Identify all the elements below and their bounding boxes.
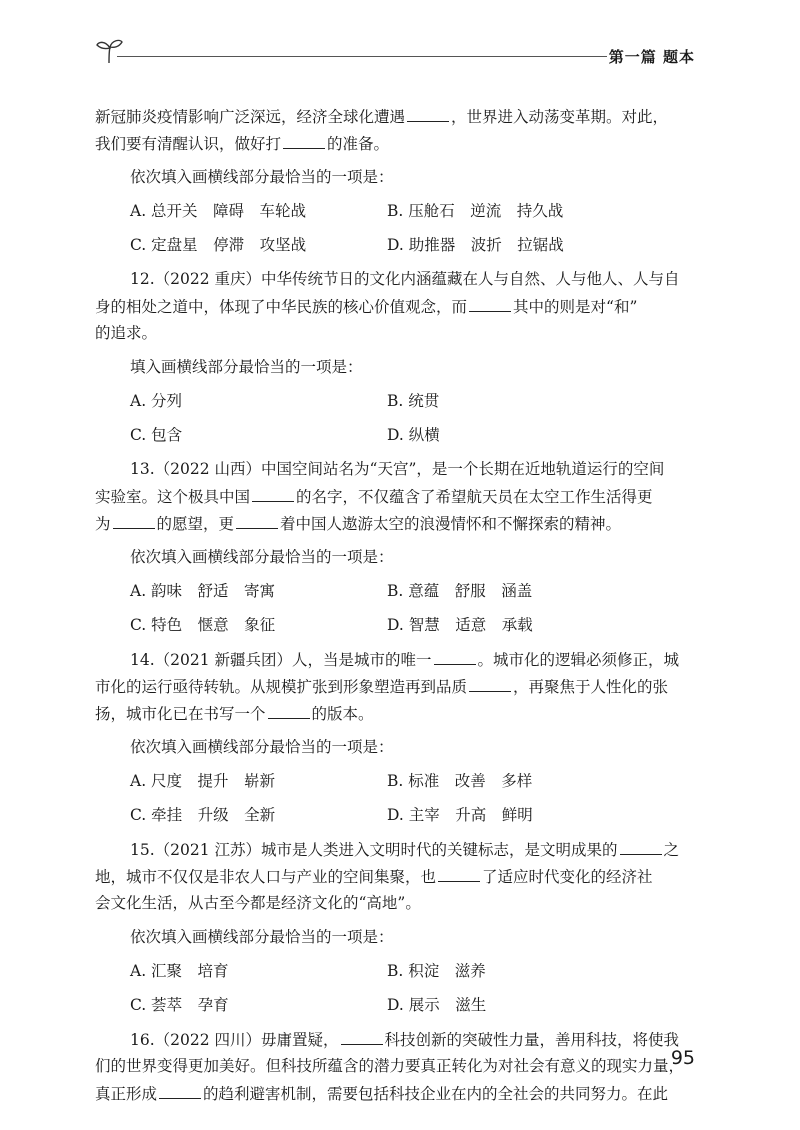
question-13-text-line: 13.（2022 山西）中国空间站名为“天宫”，是一个长期在近地轨道运行的空间 xyxy=(130,460,665,478)
sprout-icon xyxy=(95,36,125,66)
answer-blank xyxy=(469,673,511,692)
option-b: B. 标准 改善 多样 xyxy=(387,772,533,790)
options-row xyxy=(95,232,695,259)
option-a: A. 韵味 舒适 寄寓 xyxy=(130,582,276,600)
answer-blank xyxy=(283,130,325,149)
answer-blank xyxy=(620,836,662,855)
options-row xyxy=(95,388,695,415)
options-row xyxy=(95,198,695,225)
question-prompt: 依次填入画横线部分最恰当的一项是： xyxy=(130,738,394,756)
question-12-text-line: 身的相处之道中，体现了中华民族的核心价值观念，而 其中的则是对“和” xyxy=(95,293,695,320)
page-header xyxy=(95,36,695,66)
option-d: D. 智慧 适意 承载 xyxy=(387,616,533,634)
question-12-text-line: 的追求。 xyxy=(95,324,158,342)
options-row xyxy=(95,958,695,985)
answer-blank xyxy=(159,1080,201,1099)
question-prompt: 依次填入画横线部分最恰当的一项是： xyxy=(130,548,394,566)
option-a: A. 汇聚 培育 xyxy=(130,962,229,980)
question-14-text-line: 14.（2021 新疆兵团）人，当是城市的唯一 。城市化的逻辑必须修正，城 xyxy=(95,646,695,673)
header-rule xyxy=(117,56,607,57)
option-c: C. 定盘星 停滞 攻坚战 xyxy=(130,236,307,254)
question-prompt: 依次填入画横线部分最恰当的一项是： xyxy=(130,928,394,946)
options-row xyxy=(95,768,695,795)
option-c: C. 包含 xyxy=(130,426,183,444)
answer-blank xyxy=(113,510,155,529)
question-14-text-line: 扬，城市化已在书写一个 的版本。 xyxy=(95,700,695,727)
page-body xyxy=(95,103,695,1107)
question-11-text-line: 我们要有清醒认识，做好打 的准备。 xyxy=(95,130,695,157)
option-d: D. 助推器 波折 拉锯战 xyxy=(387,236,564,254)
question-14-text-line: 市化的运行亟待转轨。从规模扩张到形象塑造再到品质 ，再聚焦于人性化的张 xyxy=(95,673,695,700)
option-b: B. 压舱石 逆流 持久战 xyxy=(387,202,564,220)
question-15-text-line: 地，城市不仅仅是非农人口与产业的空间集聚，也 了适应时代变化的经济社 xyxy=(95,863,695,890)
option-c: C. 荟萃 孕育 xyxy=(130,996,229,1014)
question-13-text-line: 实验室。这个极具中国 的名字，不仅蕴含了希望航天员在太空工作生活得更 xyxy=(95,483,695,510)
option-d: D. 纵横 xyxy=(387,426,440,444)
answer-blank xyxy=(438,863,480,882)
option-a: A. 分列 xyxy=(130,392,183,410)
options-row xyxy=(95,802,695,829)
options-row xyxy=(95,612,695,639)
option-d: D. 主宰 升高 鲜明 xyxy=(387,806,533,824)
answer-blank xyxy=(236,510,278,529)
question-16-text-line: 们的世界变得更加美好。但科技所蕴含的潜力要真正转化为对社会有意义的现实力量， xyxy=(95,1057,685,1075)
question-11-text-line: 新冠肺炎疫情影响广泛深远，经济全球化遭遇 ，世界进入动荡变革期。对此， xyxy=(95,103,695,130)
answer-blank xyxy=(252,483,294,502)
option-b: B. 统贯 xyxy=(387,392,440,410)
option-b: B. 意蕴 舒服 涵盖 xyxy=(387,582,533,600)
question-16-text-line: 16.（2022 四川）毋庸置疑， 科技创新的突破性力量，善用科技，将使我 xyxy=(95,1026,695,1053)
question-12-text-line: 12.（2022 重庆）中华传统节日的文化内涵蕴藏在人与自然、人与他人、人与自 xyxy=(130,270,680,288)
option-d: D. 展示 滋生 xyxy=(387,996,487,1014)
answer-blank xyxy=(407,103,449,122)
option-a: A. 尺度 提升 崭新 xyxy=(130,772,276,790)
question-prompt: 依次填入画横线部分最恰当的一项是： xyxy=(130,168,394,186)
option-b: B. 积淀 滋养 xyxy=(387,962,486,980)
answer-blank xyxy=(469,293,511,312)
option-a: A. 总开关 障碍 车轮战 xyxy=(130,202,307,220)
option-c: C. 牵挂 升级 全新 xyxy=(130,806,276,824)
answer-blank xyxy=(434,646,476,665)
page-number: 95 xyxy=(670,1047,695,1069)
options-row xyxy=(95,992,695,1019)
question-prompt: 填入画横线部分最恰当的一项是： xyxy=(130,358,363,376)
question-15-text-line: 会文化生活，从古至今都是经济文化的“高地”。 xyxy=(95,894,421,912)
question-16-text-line: 真正形成 的趋利避害机制，需要包括科技企业在内的全社会的共同努力。在此 xyxy=(95,1080,695,1107)
answer-blank xyxy=(341,1026,383,1045)
answer-blank xyxy=(268,700,310,719)
option-c: C. 特色 惬意 象征 xyxy=(130,616,276,634)
question-15-text-line: 15.（2021 江苏）城市是人类进入文明时代的关键标志，是文明成果的 之 xyxy=(95,836,695,863)
options-row xyxy=(95,578,695,605)
options-row xyxy=(95,422,695,449)
section-title: 第一篇 题本 xyxy=(608,48,695,66)
question-13-text-line: 为 的愿望，更 着中国人遨游太空的浪漫情怀和不懈探索的精神。 xyxy=(95,510,695,537)
